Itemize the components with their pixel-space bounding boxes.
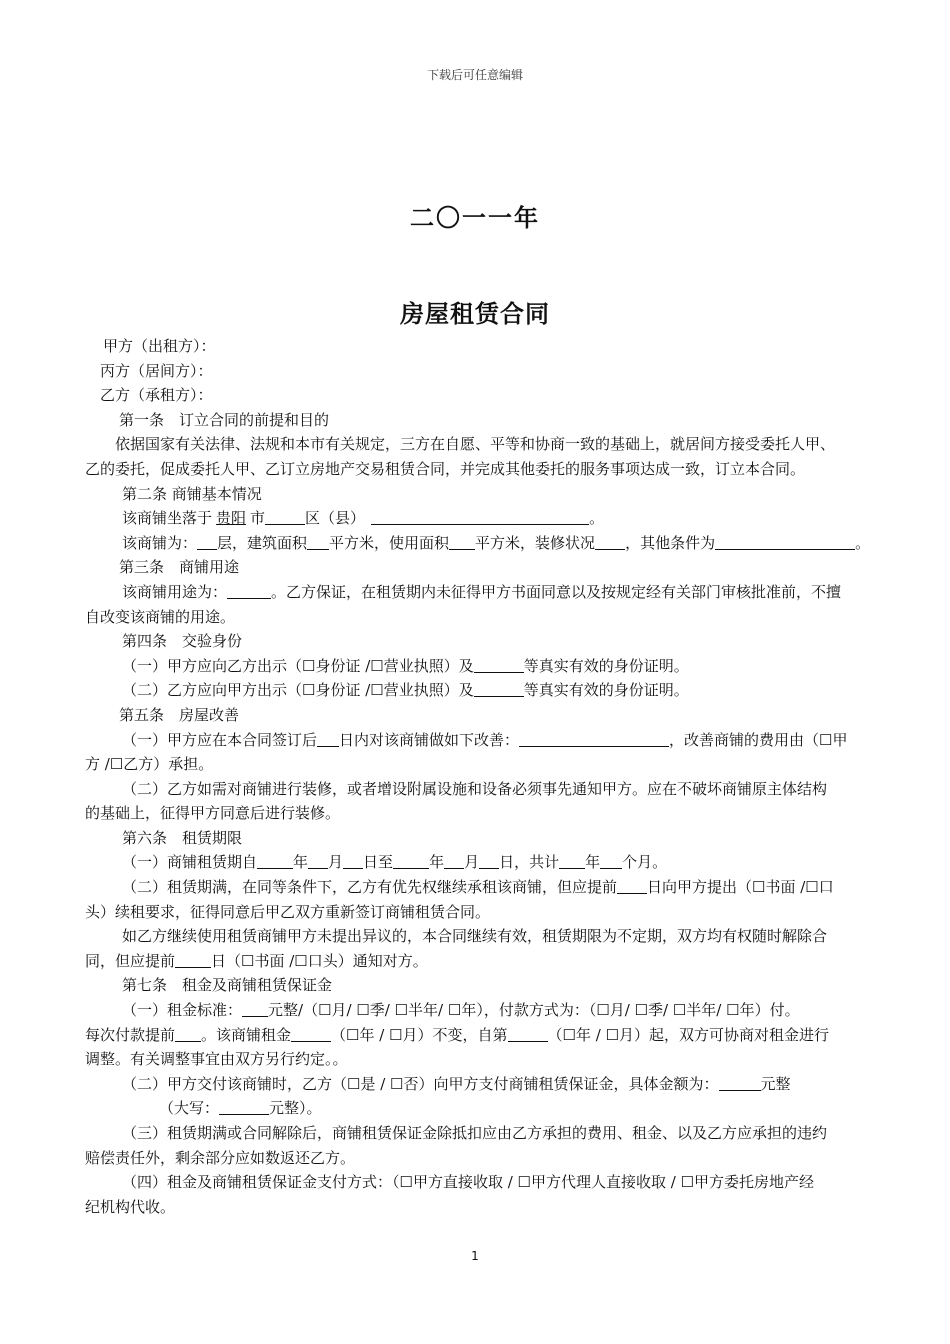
floor-label: 层，建筑面积 (217, 533, 308, 552)
start-year-blank (257, 853, 293, 869)
contract-year: 二〇一一年 (410, 204, 540, 232)
article-1-text-line2: 乙的委托，促成委托人甲、乙订立房地产交易租赁合同，并完成其他委托的服务事项达成一致，订立本合同。 (85, 459, 806, 478)
term-text-e: 年 (429, 853, 445, 872)
article-4-title: 第四条 交验身份 (122, 632, 243, 651)
improvement-item-1-line2: 方 /☐乙方）承担。 (85, 755, 214, 774)
party-b-line: 乙方（承租方）： (100, 386, 213, 405)
location-prefix: 该商铺坐落于 (122, 509, 213, 528)
article-3-title: 第三条 商铺用途 (119, 558, 240, 577)
improvement-1-text-c: ，改善商铺的费用由（☐甲 (669, 730, 848, 749)
rent-fixed-period-blank (291, 1026, 331, 1042)
shop-use-line2: 自改变该商铺的用途。 (85, 607, 236, 626)
article-7-title: 第七条 租金及商铺租赁保证金 (122, 976, 333, 995)
district-blank (265, 509, 305, 525)
city-value: 贵阳 (216, 509, 247, 528)
id-check-1-blank (474, 657, 524, 673)
payment-item-4-line1: （四）租金及商铺租赁保证金支付方式：（☐甲方直接收取 / ☐甲方代理人直接收取 / ☐甲方委托房地产经 (122, 1173, 815, 1192)
deposit-text-c: （大写： (159, 1099, 220, 1118)
total-years-blank (559, 853, 585, 869)
page-number: 1 (471, 1249, 479, 1263)
deposit-text-b: 元整 (760, 1074, 791, 1093)
floor-blank (197, 534, 217, 550)
deposit-text-a: （二）甲方交付该商铺时，乙方（☐是 / ☐否）向甲方支付商铺租赁保证金，具体金额为： (122, 1074, 719, 1093)
building-area-label: 平方米，使用面积 (329, 533, 450, 552)
deposit-item-2-line1 (85, 1072, 925, 1097)
deposit-item-3-line2: 赔偿责任外，剩余部分应如数返还乙方。 (85, 1148, 356, 1167)
use-prefix: 该商铺用途为： (122, 582, 228, 601)
rent-adjust-start-blank (508, 1026, 548, 1042)
contract-body (85, 334, 925, 1219)
termination-text-a: 同，但应提前 (85, 951, 176, 970)
renewal-days-blank (617, 878, 647, 894)
deposit-text-d: 元整）。 (269, 1099, 322, 1118)
rent-item-1-line3: 调整。有关调整事宜由双方另行约定。。 (85, 1050, 348, 1069)
rent-item-1-line2 (85, 1023, 925, 1048)
lease-term-item-1 (85, 850, 925, 875)
rent-text-c: 每次付款提前 (85, 1025, 176, 1044)
term-text-i: 个月。 (622, 853, 668, 872)
article-5-title: 第五条 房屋改善 (119, 705, 240, 724)
payment-item-4-line2: 纪机构代收。 (85, 1197, 176, 1216)
rent-text-f: （☐年 / ☐月）起，双方可协商对租金进行 (547, 1025, 830, 1044)
article-2-title: 第二条 商铺基本情况 (122, 484, 262, 503)
contract-title: 房屋租赁合同 (400, 300, 550, 328)
rent-amount-blank (242, 1001, 268, 1017)
usable-area-label: 平方米，装修状况 (475, 533, 596, 552)
use-text: 。乙方保证，在租赁期内未征得甲方书面同意以及按规定经有关部门审核批准前，不擅 (271, 582, 842, 601)
advance-payment-blank (175, 1026, 201, 1042)
term-text-d: 日至 (363, 853, 394, 872)
other-conditions-label: ，其他条件为 (625, 533, 716, 552)
renewal-text-a: （二）租赁期满，在同等条件下，乙方有优先权继续承租该商铺，但应提前 (122, 878, 618, 897)
term-text-c: 月 (328, 853, 344, 872)
id-check-2-blank (474, 681, 524, 697)
rent-text-e: （☐年 / ☐月）不变，自第 (331, 1025, 508, 1044)
id-check-1-end: 等真实有效的身份证明。 (523, 656, 689, 675)
spec-prefix: 该商铺为： (122, 533, 198, 552)
spec-end: 。 (855, 533, 871, 552)
shop-spec-line (85, 531, 925, 556)
building-area-blank (307, 534, 329, 550)
id-check-2-text: （二）乙方应向甲方出示（☐身份证 /☐营业执照）及 (122, 681, 474, 700)
term-text-a: （一）商铺租赁期自 (122, 853, 258, 872)
address-blank (371, 509, 589, 525)
id-check-2-end: 等真实有效的身份证明。 (523, 681, 689, 700)
lease-term-item-2-line1 (85, 875, 925, 900)
usable-area-blank (449, 534, 475, 550)
deposit-item-2-line2 (85, 1096, 925, 1121)
improvement-item-2-line1: （二）乙方如需对商铺进行装修，或者增设附属设施和设备必须事先通知甲方。应在不破坏商铺原主体结构 (122, 779, 828, 798)
id-check-item-2 (85, 678, 925, 703)
end-month-blank (444, 853, 464, 869)
term-text-b: 年 (293, 853, 309, 872)
improvement-days-blank (317, 731, 339, 747)
article-1-title: 第一条 订立合同的前提和目的 (119, 410, 330, 429)
end-day-blank (479, 853, 499, 869)
location-end: 。 (589, 509, 605, 528)
other-conditions-blank (715, 534, 855, 550)
deposit-amount-blank (719, 1075, 761, 1091)
page-header: 下载后可任意编辑 (426, 68, 523, 82)
term-text-g: 日，共计 (499, 853, 560, 872)
lease-term-item-3-line2 (85, 949, 925, 974)
improvement-item-2-line2: 的基础上，征得甲方同意后进行装修。 (85, 804, 341, 823)
end-year-blank (393, 853, 429, 869)
rent-text-b: 元整/（☐月/ ☐季/ ☐半年/ ☐年），付款方式为：（☐月/ ☐季/ ☐半年/ ☐年）付。 (268, 1001, 800, 1020)
improvement-1-text-b: 日内对该商铺做如下改善： (339, 730, 520, 749)
lease-term-item-2-line2: 头）续租要求，征得同意后甲乙双方重新签订商铺租赁合同。 (85, 902, 491, 921)
improvement-item-1-line1 (85, 728, 925, 753)
id-check-1-text: （一）甲方应向乙方出示（☐身份证 /☐营业执照）及 (122, 656, 474, 675)
district-label: 区（县） (305, 509, 366, 528)
use-blank (227, 583, 271, 599)
improvement-content-blank (519, 731, 669, 747)
id-check-item-1 (85, 654, 925, 679)
termination-days-blank (175, 952, 211, 968)
rent-text-a: （一）租金标准： (122, 1001, 243, 1020)
city-label: 市 (250, 509, 266, 528)
article-6-title: 第六条 租赁期限 (122, 828, 243, 847)
start-month-blank (308, 853, 328, 869)
party-c-line: 丙方（居间方）： (100, 361, 213, 380)
shop-use-line1 (85, 580, 925, 605)
decoration-blank (595, 534, 625, 550)
rent-text-d: 。该商铺租金 (201, 1025, 292, 1044)
improvement-1-text-a: （一）甲方应在本合同签订后 (122, 730, 318, 749)
termination-text-b: 日（☐书面 /☐口头）通知对方。 (211, 951, 428, 970)
deposit-item-3-line1: （三）租赁期满或合同解除后，商铺租赁保证金除抵扣应由乙方承担的费用、租金、以及乙方应承担的违约 (122, 1124, 828, 1142)
renewal-text-b: 日向甲方提出（☐书面 /☐口 (647, 878, 834, 897)
start-day-blank (343, 853, 363, 869)
party-a-line: 甲方（出租方）： (103, 337, 216, 355)
shop-location-line (85, 506, 925, 531)
term-text-h: 年 (585, 853, 601, 872)
article-1-text-line1: 依据国家有关法律、法规和本市有关规定，三方在自愿、平等和协商一致的基础上，就居间方接受委托人甲、 (115, 435, 836, 454)
total-months-blank (600, 853, 622, 869)
deposit-amount-words-blank (219, 1099, 269, 1115)
term-text-f: 月 (464, 853, 480, 872)
rent-item-1-line1 (85, 998, 925, 1023)
lease-term-item-3-line1: 如乙方继续使用租赁商铺甲方未提出异议的，本合同继续有效，租赁期限为不定期，双方均有权随时解除合 (122, 927, 828, 946)
